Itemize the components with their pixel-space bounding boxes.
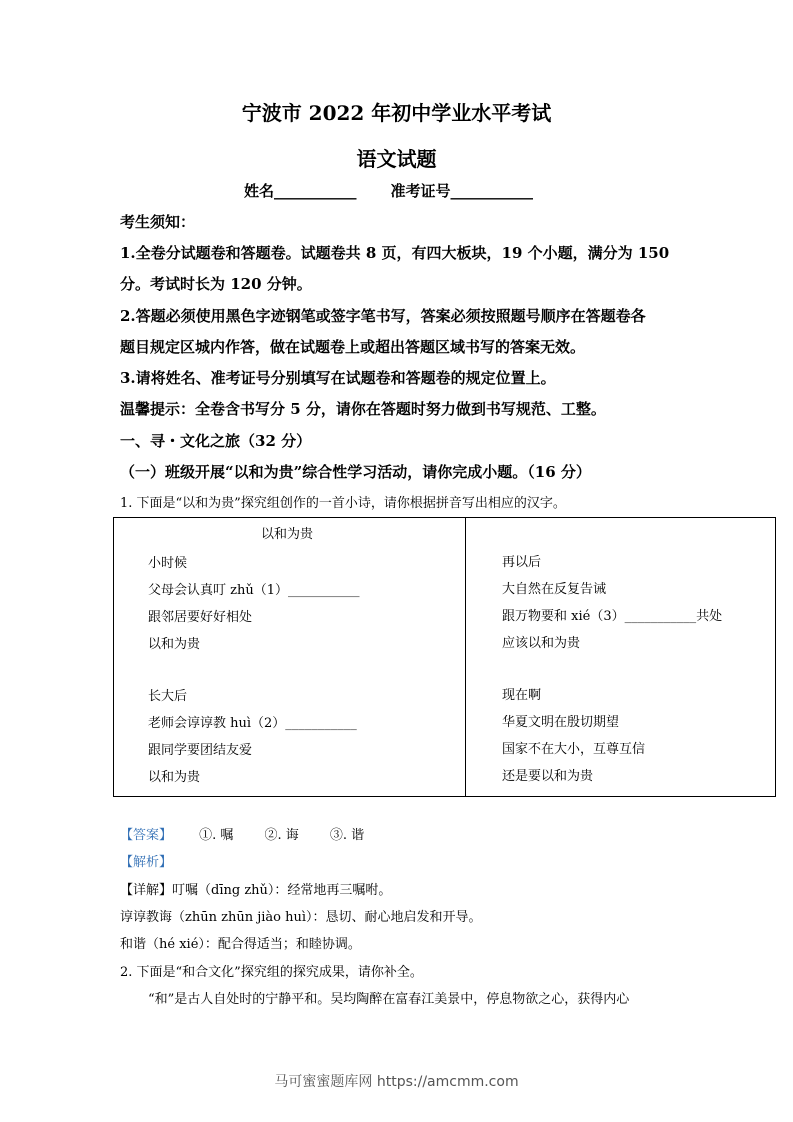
answer-tag: 【答案】 [120, 828, 173, 843]
answer-row [120, 824, 364, 843]
poem-title: 以和为贵 [261, 527, 314, 542]
poem-right-line: 再以后 [502, 555, 542, 570]
candidate-info-line [244, 180, 533, 201]
question-2-paragraph: “和”是古人自处时的宁静平和。吴均陶醉在富春江美景中，停息物欲之心，获得内心 [148, 992, 630, 1007]
poem-right-line: 大自然在反复告诫 [502, 582, 607, 597]
poem-left-line: 以和为贵 [148, 637, 201, 652]
notice-tip: 温馨提示：全卷含书写分 5 分，请你在答题时努力做到书写规范、工整。 [120, 400, 606, 418]
exam-subtitle: 语文试题 [356, 147, 437, 171]
detail-text-1: 叮嘱（dīng zhǔ）：经常地再三嘱咐。 [172, 883, 392, 898]
poem-left-line: 老师会谆谆教 huì（2）___________ [148, 716, 357, 731]
analysis-detail-line-1 [120, 879, 391, 898]
notice-item-1-line-2: 分。考试时长为 120 分钟。 [120, 275, 312, 293]
poem-left-line: 长大后 [148, 689, 188, 704]
answer-3: ③. 谐 [329, 828, 365, 843]
analysis-tag: 【解析】 [120, 855, 173, 870]
poem-left-line: 小时候 [148, 556, 188, 571]
poem-right-line: 还是要以和为贵 [502, 769, 594, 784]
section-1-heading: 一、寻・文化之旅（32 分） [120, 432, 312, 450]
notice-heading: 考生须知： [120, 213, 196, 231]
exam-id-field-label: 准考证号___________ [390, 182, 534, 200]
question-2-stem: 2. 下面是“和合文化”探究组的探究成果，请你补全。 [120, 965, 423, 980]
poem-left-line: 跟邻居要好好相处 [148, 610, 253, 625]
poem-right-line: 现在啊 [502, 688, 542, 703]
analysis-detail-line-3: 和谐（hé xié）：配合得适当；和睦协调。 [120, 937, 361, 952]
poem-right-line: 华夏文明在殷切期望 [502, 715, 620, 730]
poem-left-line: 父母会认真叮 zhǔ（1）___________ [148, 583, 360, 598]
notice-item-3: 3.请将姓名、准考证号分别填写在试题卷和答题卷的规定位置上。 [120, 369, 556, 387]
exam-title: 宁波市 2022 年初中学业水平考试 [241, 101, 552, 125]
analysis-detail-line-2: 谆谆教诲（zhūn zhūn jiào huì）：恳切、耐心地启发和开导。 [120, 910, 482, 925]
poem-left-line: 以和为贵 [148, 770, 201, 785]
answer-1: ①. 嘱 [199, 828, 234, 843]
footer-watermark: 马可蜜蜜题库网 https://amcmm.com [274, 1074, 519, 1090]
section-1-sub-heading: （一）班级开展“以和为贵”综合性学习活动，请你完成小题。（16 分） [120, 463, 591, 481]
poem-right-line: 应该以和为贵 [502, 636, 581, 651]
notice-item-1-line-1: 1.全卷分试题卷和答题卷。试题卷共 8 页，有四大板块，19 个小题，满分为 150 [120, 244, 670, 262]
notice-item-2-line-2: 题目规定区城内作答，做在试题卷上或超出答题区域书写的答案无效。 [120, 338, 586, 356]
poem-column-divider [465, 517, 466, 797]
detail-tag: 【详解】 [120, 883, 173, 898]
notice-item-2-line-1: 2.答题必须使用黑色字迹钢笔或签字笔书写，答案必须按照题号顺序在答题卷各 [120, 307, 646, 325]
name-field-label: 姓名___________ [244, 182, 357, 200]
poem-left-line: 跟同学要团结友爱 [148, 743, 253, 758]
answer-2: ②. 诲 [264, 828, 299, 843]
poem-right-line: 国家不在大小，互尊互信 [502, 742, 646, 757]
question-1-stem: 1. 下面是“以和为贵”探究组创作的一首小诗，请你根据拼音写出相应的汉字。 [120, 496, 566, 511]
poem-right-line: 跟万物要和 xié（3）___________共处 [502, 609, 723, 624]
